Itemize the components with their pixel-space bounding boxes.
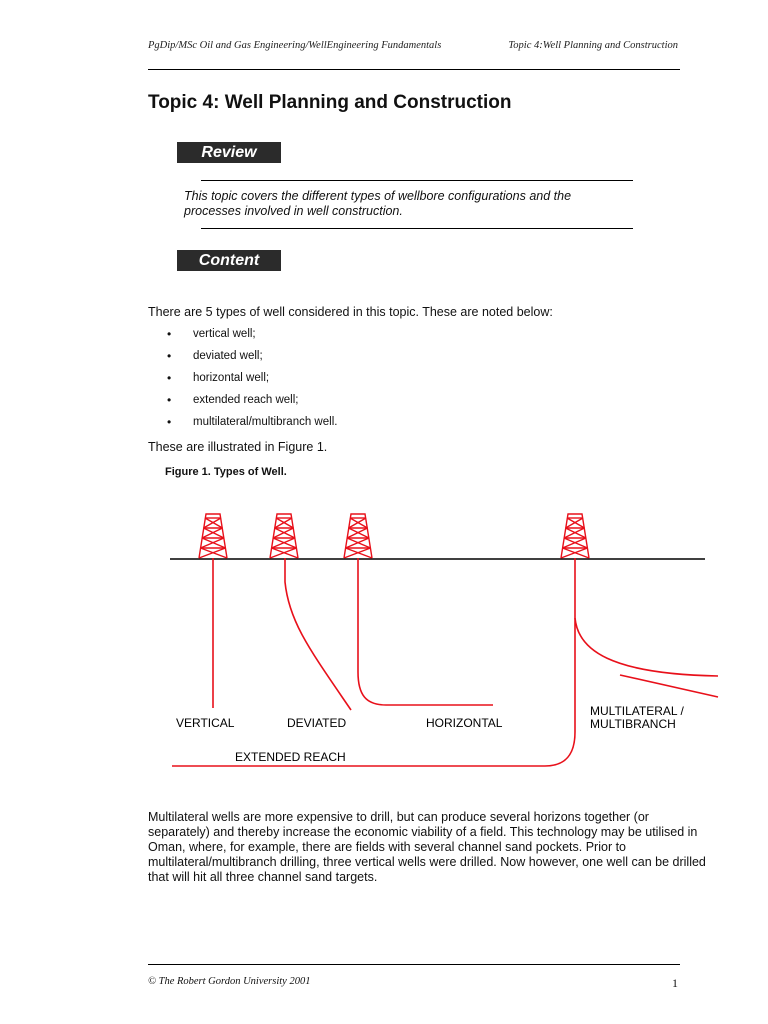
page-footer	[148, 976, 678, 990]
extended-reach-well-path	[172, 618, 575, 766]
label-horizontal: HORIZONTAL	[426, 716, 503, 730]
list-item: • horizontal well;	[167, 370, 337, 392]
deviated-well-path	[285, 558, 351, 710]
horizontal-well-path	[358, 558, 493, 705]
review-tag: Review	[177, 142, 281, 163]
review-bottom-rule	[201, 228, 633, 229]
content-intro: There are 5 types of well considered in this topic. These are noted below:	[148, 305, 553, 319]
header-rule	[148, 69, 680, 70]
multilateral-branch-upper	[575, 558, 718, 676]
list-item: • extended reach well;	[167, 392, 337, 414]
label-multibranch: MULTIBRANCH	[590, 717, 676, 731]
label-multilateral: MULTILATERAL /	[590, 704, 684, 718]
review-text: This topic covers the different types of wellbore configurations and the processes involved in well construction.	[184, 189, 572, 218]
label-extended-reach: EXTENDED REACH	[235, 750, 346, 764]
well-types-figure	[0, 500, 768, 780]
figure-caption: Figure 1. Types of Well.	[165, 466, 287, 478]
list-item: • vertical well;	[167, 326, 337, 348]
label-deviated: DEVIATED	[287, 716, 347, 730]
derrick-icon	[561, 514, 589, 558]
footer-rule	[148, 964, 680, 965]
page-title: Topic 4: Well Planning and Construction	[148, 92, 512, 113]
derrick-icon	[344, 514, 372, 558]
multilateral-branch-lower	[620, 675, 718, 697]
footer-copyright: © The Robert Gordon University 2001	[148, 976, 311, 987]
list-item: • deviated well;	[167, 348, 337, 370]
content-tag: Content	[177, 250, 281, 271]
figure-reference: These are illustrated in Figure 1.	[148, 440, 328, 454]
header-topic: Topic 4:Well Planning and Construction	[508, 40, 678, 51]
derrick-icon	[270, 514, 298, 558]
review-top-rule	[201, 180, 633, 181]
derrick-icon	[199, 514, 227, 558]
body-paragraph: Multilateral wells are more expensive to drill, but can produce several horizons together (or separately) and thereby increase the economic viability of a field. This technology may be utilised in Oman, where, for example, there are fields with several channel sand pockets. Prior to multilateral/multibranch drilling, three vertical wells were drilled. Now however, one well can be drilled that will hit all three channel sand targets.	[148, 810, 706, 884]
list-item: • multilateral/multibranch well.	[167, 414, 337, 436]
label-vertical: VERTICAL	[176, 716, 235, 730]
well-type-list	[167, 326, 337, 436]
header-course: PgDip/MSc Oil and Gas Engineering/WellEngineering Fundamentals	[148, 40, 442, 51]
page-number: 1	[672, 976, 678, 990]
